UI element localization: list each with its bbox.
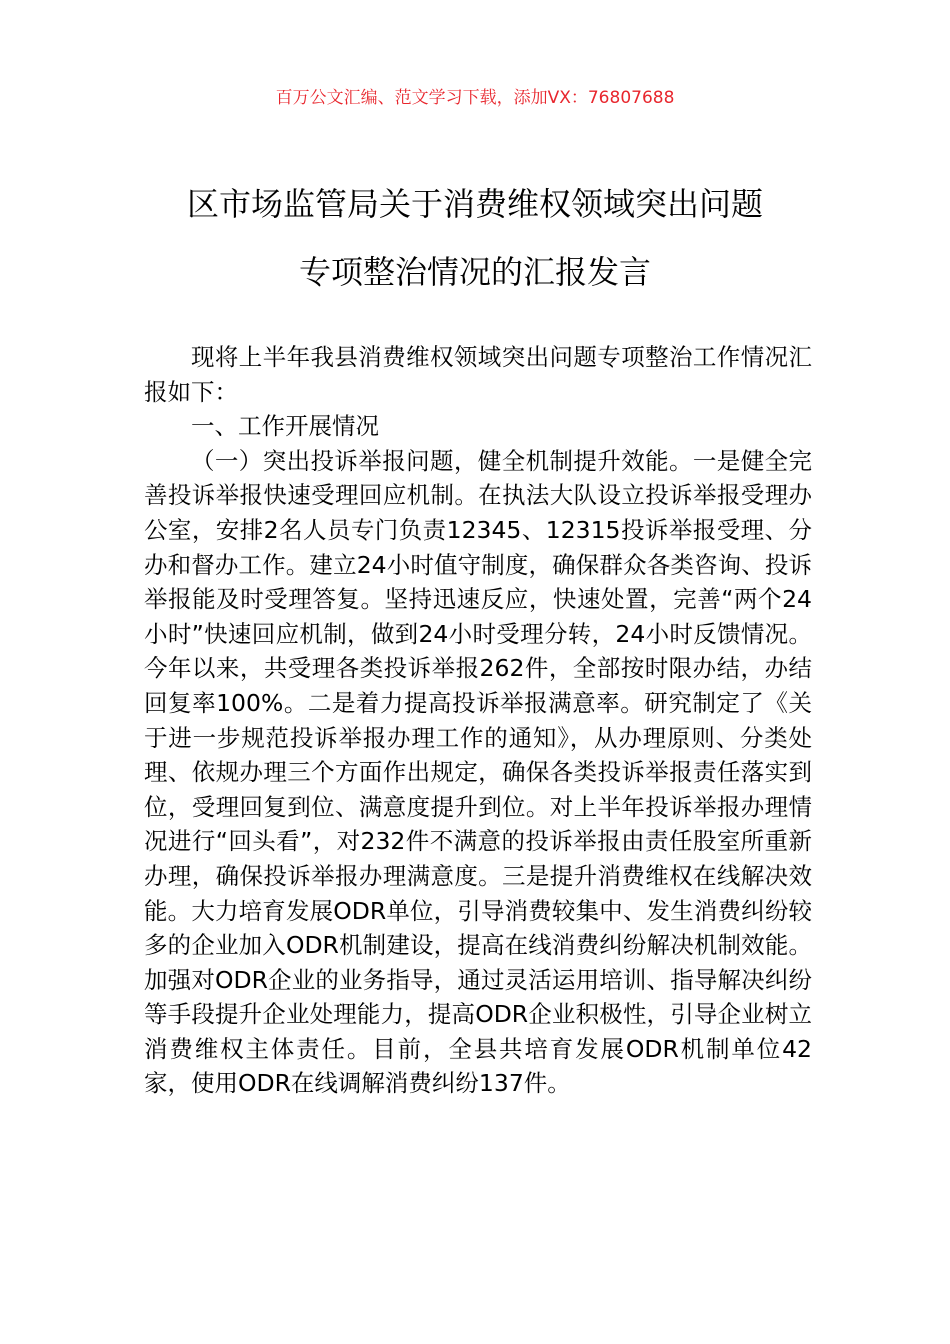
header-watermark-note: 百万公文汇编、范文学习下载，添加VX：76807688 [275, 88, 675, 108]
body-paragraph: （一）突出投诉举报问题，健全机制提升效能。一是健全完善投诉举报快速受理回应机制。在执法大队设立投诉举报受理办公室，安排2名人员专门负责12345、12315投诉举报受理、分办和督办工作。建立24小时值守制度，确保群众各类咨询、投诉举报能及时受理答复。坚持迅速反应，快速处置，完善“两个24小时”快速回应机制，做到24小时受理分转，24小时反馈情况。今年以来，共受理各类投诉举报262件，全部按时限办结，办结回复率100%。二是着力提高投诉举报满意率。研究制定了《关于进一步规范投诉举报办理工作的通知》，从办理原则、分类处理、依规办理三个方面作出规定，确保各类投诉举报责任落实到位，受理回复到位、满意度提升到位。对上半年投诉举报办理情况进行“回头看”，对232件不满意的投诉举报由责任股室所重新办理，确保投诉举报办理满意度。三是提升消费维权在线解决效能。大力培育发展ODR单位，引导消费较集中、发生消费纠纷较多的企业加入ODR机制建设，提高在线消费纠纷解决机制效能。加强对ODR企业的业务指导，通过灵活运用培训、指导解决纠纷等手段提升企业处理能力，提高ODR企业积极性，引导企业树立消费维权主体责任。目前，全县共培育发展ODR机制单位42家，使用ODR在线调解消费纠纷137件。 [144, 446, 812, 1098]
intro-paragraph: 现将上半年我县消费维权领域突出问题专项整治工作情况汇报如下： [144, 343, 812, 406]
document-title-line-2: 专项整治情况的汇报发言 [298, 253, 651, 291]
section-heading: 一、工作开展情况 [191, 412, 379, 441]
document-body [144, 340, 812, 1101]
document-title-line-1: 区市场监管局关于消费维权领域突出问题 [186, 185, 763, 223]
